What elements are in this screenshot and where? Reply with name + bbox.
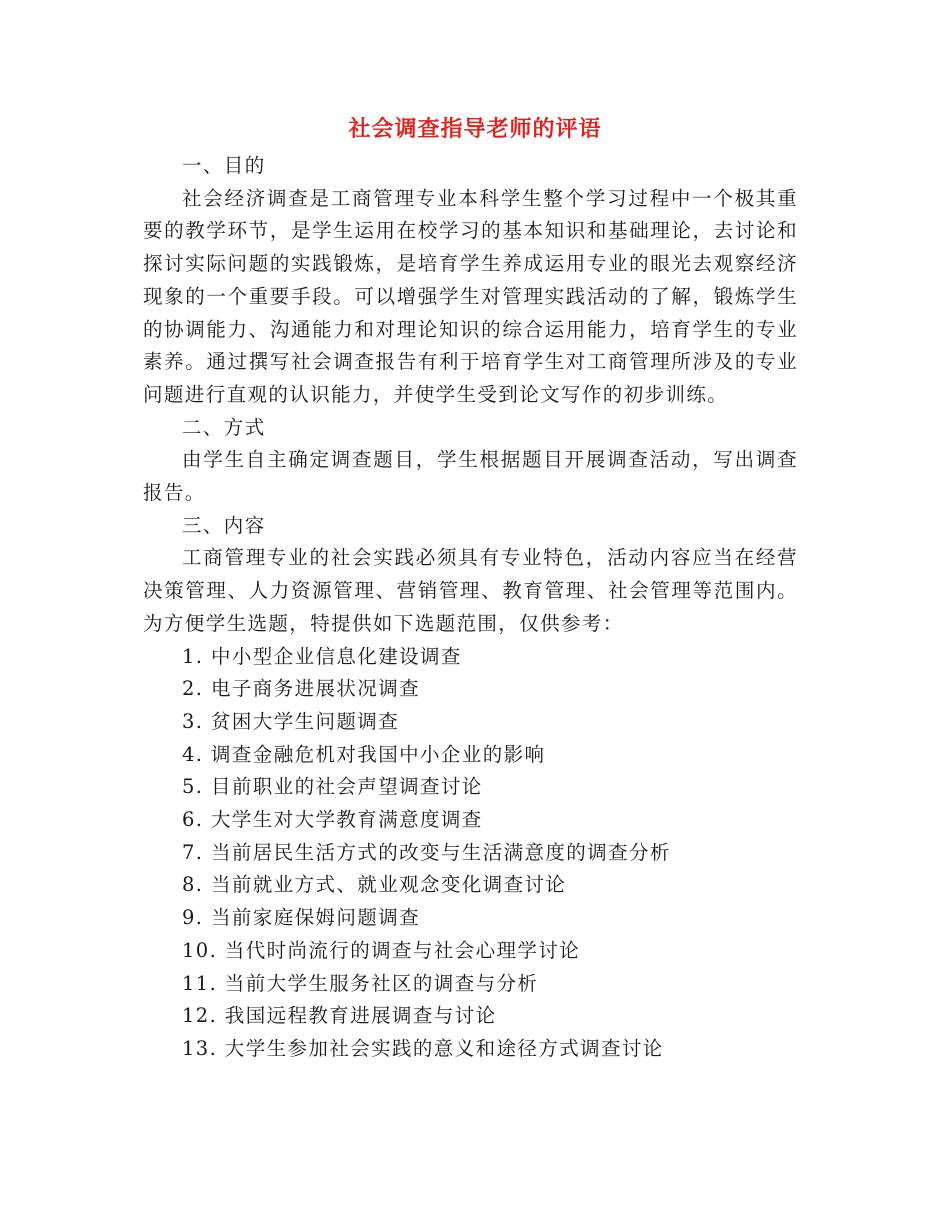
list-item: 5. 目前职业的社会声望调查讨论 <box>182 775 483 799</box>
list-item: 13. 大学生参加社会实践的意义和途径方式调查讨论 <box>182 1036 664 1060</box>
section-paragraph-purpose: 社会经济调查是工商管理专业本科学生整个学习过程中一个极其重要的教学环节，是学生运用在校学习的基本知识和基础理论，去讨论和探讨实际问题的实践锻炼，是培育学生养成运用专业的眼光去观察经济现象的一个重要手段。可以增强学生对管理实践活动的了解，锻炼学生的协调能力、沟通能力和对理论知识的综合运用能力，培育学生的专业素养。通过撰写社会调查报告有利于培育学生对工商管理所涉及的专业问题进行直观的认识能力，并使学生受到论文写作的初步训练。 <box>143 186 798 406</box>
list-item: 6. 大学生对大学教育满意度调查 <box>182 808 483 832</box>
document-body <box>143 150 798 1066</box>
list-item: 2. 电子商务进展状况调查 <box>182 677 421 701</box>
document-title: 社会调查指导老师的评语 <box>348 116 602 142</box>
list-item: 9. 当前家庭保姆问题调查 <box>182 906 421 930</box>
list-item: 10. 当代时尚流行的调查与社会心理学讨论 <box>182 938 581 962</box>
list-item: 8. 当前就业方式、就业观念变化调查讨论 <box>182 873 567 897</box>
list-item: 3. 贫困大学生问题调查 <box>182 709 400 733</box>
section-heading-content: 三、内容 <box>182 513 266 537</box>
list-item: 11. 当前大学生服务社区的调查与分析 <box>182 971 539 995</box>
list-item: 12. 我国远程教育进展调查与讨论 <box>182 1004 497 1028</box>
list-item: 1. 中小型企业信息化建设调查 <box>182 644 462 668</box>
topic-list <box>143 641 798 1066</box>
section-paragraph-method: 由学生自主确定调查题目，学生根据题目开展调查活动，写出调查报告。 <box>143 448 798 505</box>
list-item: 4. 调查金融危机对我国中小企业的影响 <box>182 742 546 766</box>
section-heading-method: 二、方式 <box>182 415 266 439</box>
section-paragraph-content: 工商管理专业的社会实践必须具有专业特色，活动内容应当在经营决策管理、人力资源管理、营销管理、教育管理、社会管理等范围内。为方便学生选题，特提供如下选题范围，仅供参考： <box>143 546 798 635</box>
section-heading-purpose: 一、目的 <box>182 154 266 177</box>
list-item: 7. 当前居民生活方式的改变与生活满意度的调查分析 <box>182 840 671 864</box>
